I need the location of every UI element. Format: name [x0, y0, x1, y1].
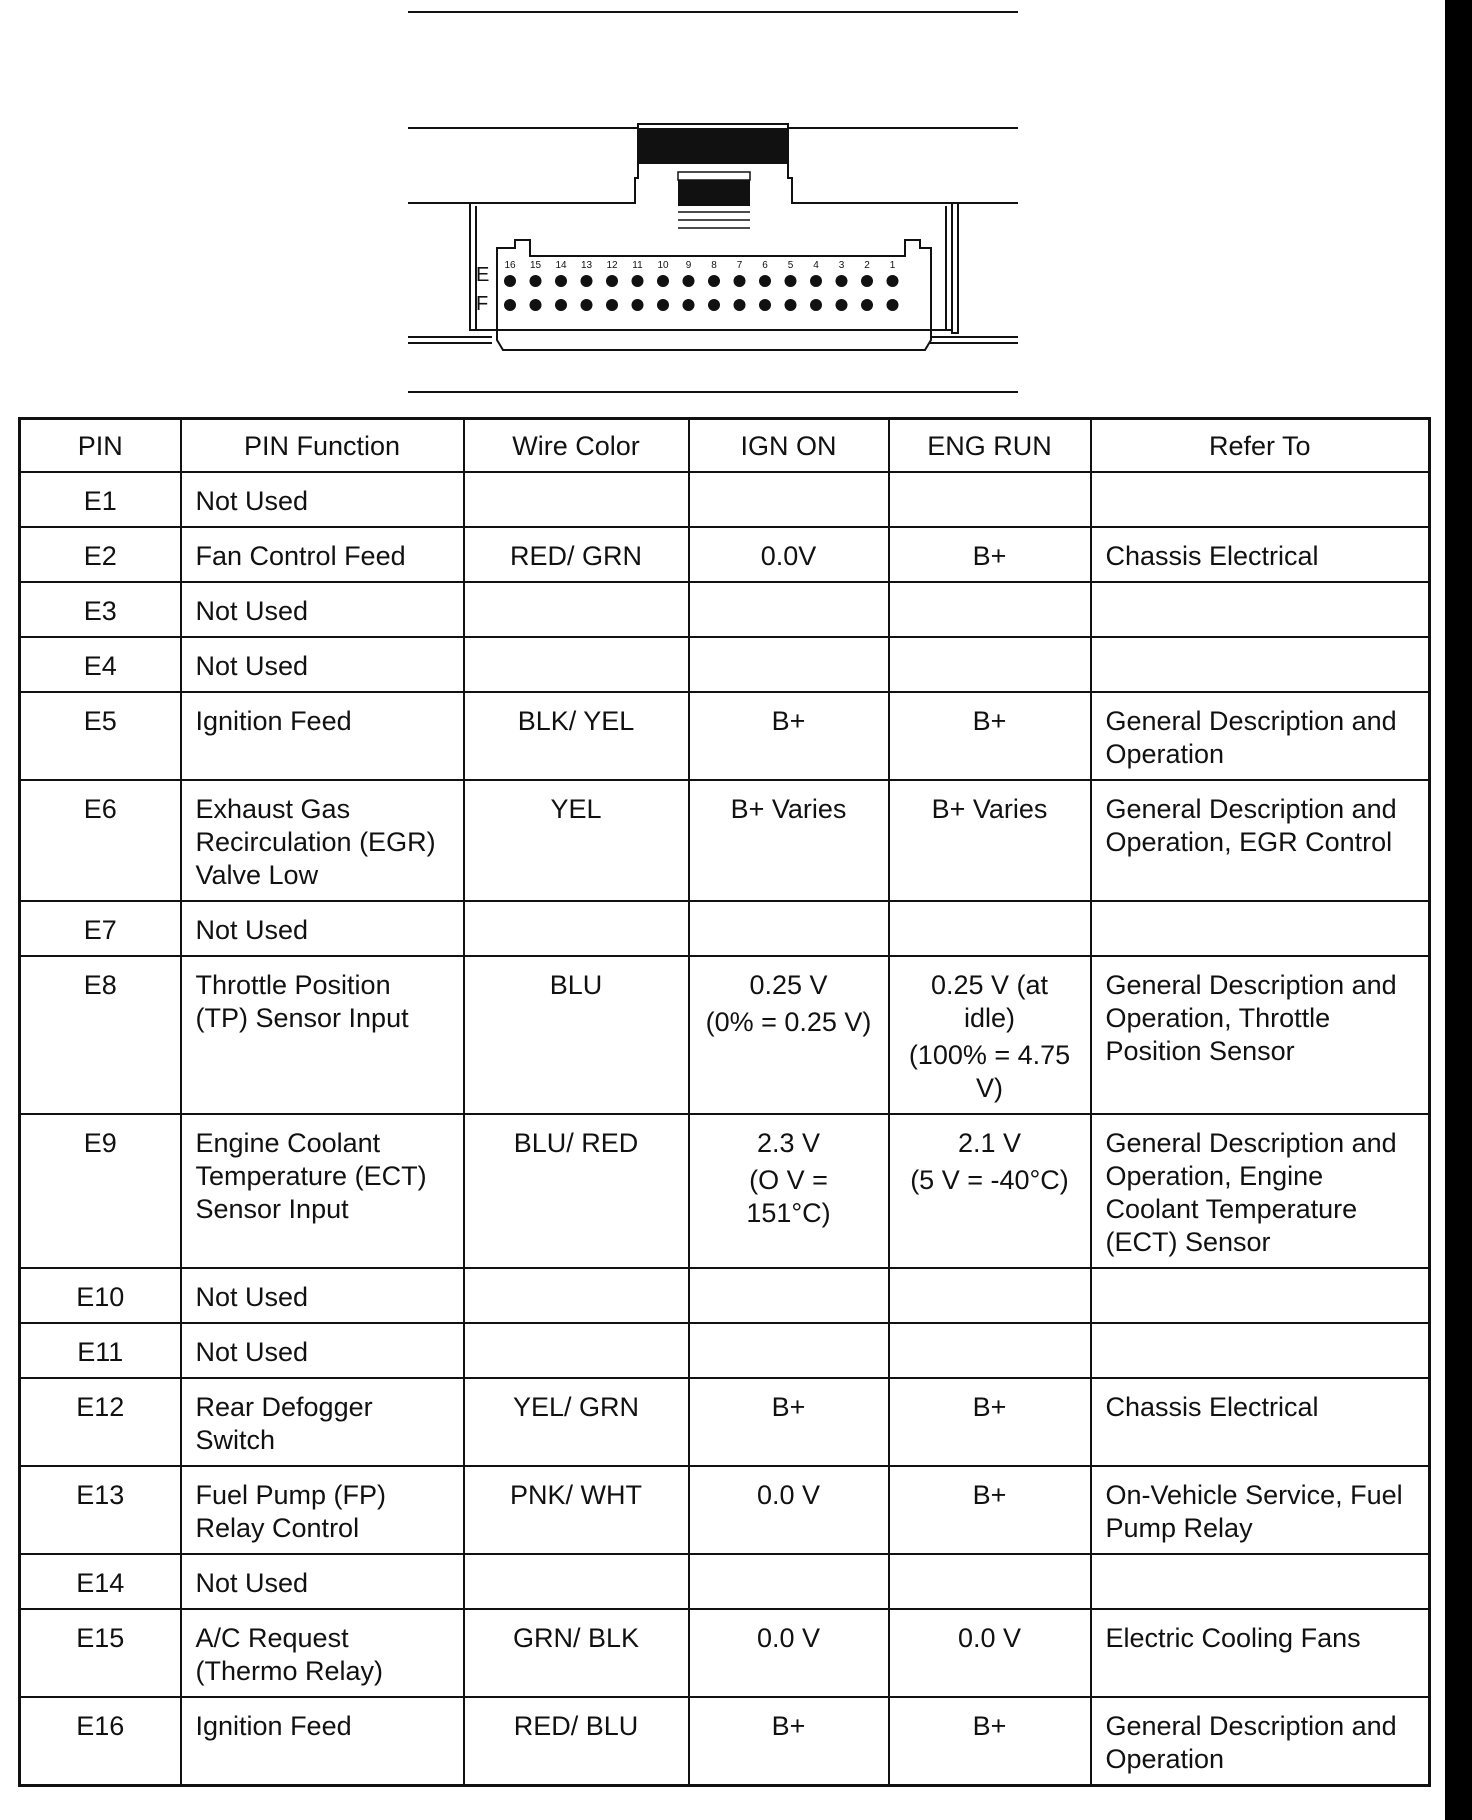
function-cell — [181, 1609, 464, 1697]
pin-cell — [20, 1609, 181, 1697]
pin-f-dot — [606, 299, 618, 311]
pin-number-label: 8 — [711, 260, 717, 271]
header-refer-to: Refer To — [1091, 419, 1430, 473]
pin-f-dot — [530, 299, 542, 311]
wire-color-cell — [464, 1554, 689, 1609]
refer-to-cell — [1091, 527, 1430, 582]
pin-cell-value: E12 — [76, 1392, 125, 1422]
wire-color-cell-value: BLU — [549, 970, 603, 1000]
pin-f-dot — [887, 299, 899, 311]
ign-on-cell — [689, 637, 889, 692]
pin-cell-value: E7 — [83, 915, 117, 945]
pin-f-dot — [504, 299, 516, 311]
wire-color-cell — [464, 1697, 689, 1786]
row-label-e: E — [476, 264, 490, 286]
refer-to-cell-value: General Description and Operation — [1105, 706, 1397, 769]
ign-on-cell — [689, 692, 889, 780]
wire-color-cell-value: RED/ GRN — [509, 541, 642, 571]
wire-color-cell — [464, 637, 689, 692]
pin-cell-value: E9 — [83, 1128, 117, 1158]
wire-color-cell — [464, 1609, 689, 1697]
function-cell — [181, 582, 464, 637]
pin-cell-value: E2 — [83, 541, 117, 571]
function-cell-value: Ignition Feed — [195, 706, 352, 736]
eng-run-cell — [889, 1378, 1091, 1466]
wire-color-cell-value: YEL — [550, 794, 602, 824]
pin-number-label: 6 — [762, 260, 768, 271]
pin-e-dot — [810, 275, 822, 287]
refer-to-cell-value: General Description and Operation, Throttle Position Sensor — [1105, 970, 1397, 1066]
pin-number-label: 2 — [864, 260, 870, 271]
ign-on-cell-note: (O V = 151°C) — [746, 1165, 831, 1228]
ign-on-cell — [689, 582, 889, 637]
refer-to-cell — [1091, 1268, 1430, 1323]
eng-run-cell-value: B+ — [972, 541, 1007, 571]
function-cell — [181, 1554, 464, 1609]
function-cell-value: Not Used — [195, 915, 309, 945]
pin-e-dot — [708, 275, 720, 287]
wire-color-cell — [464, 1268, 689, 1323]
pin-cell-value: E13 — [76, 1480, 125, 1510]
function-cell-value: Not Used — [195, 1568, 309, 1598]
pin-cell — [20, 1323, 181, 1378]
function-cell-value: Rear Defogger Switch — [195, 1392, 373, 1455]
ign-on-cell — [689, 1554, 889, 1609]
table-row — [20, 1323, 1430, 1378]
eng-run-cell-value: B+ Varies — [931, 794, 1048, 824]
refer-to-cell — [1091, 780, 1430, 901]
pin-number-label: 7 — [736, 260, 743, 271]
pin-cell-value: E15 — [76, 1623, 125, 1653]
ign-on-cell-value: 0.25 V — [749, 970, 828, 1000]
pin-table — [18, 417, 1431, 1787]
pin-cell — [20, 1114, 181, 1268]
eng-run-cell — [889, 1268, 1091, 1323]
refer-to-cell — [1091, 1554, 1430, 1609]
pin-cell-value: E10 — [76, 1282, 125, 1312]
pin-f-dot — [810, 299, 822, 311]
pin-cell — [20, 956, 181, 1114]
header-pin: PIN — [20, 419, 181, 473]
pin-number-label: 5 — [787, 260, 794, 271]
function-cell — [181, 637, 464, 692]
function-cell-value: Throttle Position (TP) Sensor Input — [195, 970, 409, 1033]
wire-color-cell — [464, 1378, 689, 1466]
refer-to-cell — [1091, 1323, 1430, 1378]
table-row — [20, 692, 1430, 780]
pin-cell — [20, 1378, 181, 1466]
pin-f-dot — [836, 299, 848, 311]
eng-run-cell-note: (100% = 4.75 V) — [908, 1040, 1071, 1103]
pin-e-dot — [606, 275, 618, 287]
pin-e-dot — [887, 275, 899, 287]
eng-run-cell — [889, 1114, 1091, 1268]
eng-run-cell-note: (5 V = -40°C) — [910, 1165, 1069, 1195]
pin-e-dot — [657, 275, 669, 287]
pin-cell-value: E16 — [76, 1711, 125, 1741]
function-cell — [181, 692, 464, 780]
pin-cell — [20, 692, 181, 780]
table-row — [20, 1466, 1430, 1554]
wire-color-cell-value: GRN/ BLK — [512, 1623, 640, 1653]
table-row — [20, 1697, 1430, 1786]
refer-to-cell-value: On-Vehicle Service, Fuel Pump Relay — [1105, 1480, 1403, 1543]
ign-on-cell-value: 0.0 V — [756, 1623, 821, 1653]
pin-number-label: 15 — [529, 260, 542, 271]
pin-f-dot — [632, 299, 644, 311]
function-cell — [181, 472, 464, 527]
pin-cell — [20, 1466, 181, 1554]
function-cell — [181, 1466, 464, 1554]
function-cell — [181, 901, 464, 956]
eng-run-cell-value: 2.1 V — [957, 1128, 1022, 1158]
pin-f-dot — [785, 299, 797, 311]
eng-run-cell — [889, 1466, 1091, 1554]
ign-on-cell — [689, 956, 889, 1114]
ign-on-cell — [689, 527, 889, 582]
eng-run-cell-value: B+ — [972, 1480, 1007, 1510]
table-row — [20, 1378, 1430, 1466]
header-eng-run: ENG RUN — [889, 419, 1091, 473]
ign-on-cell — [689, 1609, 889, 1697]
ign-on-cell-value: 2.3 V — [756, 1128, 821, 1158]
pin-e-dot — [632, 275, 644, 287]
pin-number-label: 11 — [632, 260, 643, 271]
table-row — [20, 1268, 1430, 1323]
refer-to-cell — [1091, 1114, 1430, 1268]
pin-f-dot — [734, 299, 746, 311]
pin-f-dot — [708, 299, 720, 311]
function-cell-value: Fuel Pump (FP) Relay Control — [195, 1480, 387, 1543]
function-cell-value: Not Used — [195, 486, 309, 516]
ign-on-cell — [689, 901, 889, 956]
eng-run-cell — [889, 901, 1091, 956]
pin-f-dot — [861, 299, 873, 311]
pin-e-dot — [555, 275, 567, 287]
header-pin-function: PIN Function — [181, 419, 464, 473]
ign-on-cell — [689, 1323, 889, 1378]
wire-color-cell-value: BLK/ YEL — [517, 706, 635, 736]
pin-e-dot — [785, 275, 797, 287]
wire-color-cell — [464, 527, 689, 582]
function-cell — [181, 1268, 464, 1323]
eng-run-cell — [889, 472, 1091, 527]
refer-to-cell-value: General Description and Operation, EGR Control — [1105, 794, 1397, 857]
eng-run-cell — [889, 780, 1091, 901]
wire-color-cell-value: PNK/ WHT — [510, 1480, 642, 1510]
refer-to-cell — [1091, 582, 1430, 637]
table-row — [20, 637, 1430, 692]
pin-cell — [20, 527, 181, 582]
table-row — [20, 472, 1430, 527]
function-cell-value: Fan Control Feed — [195, 541, 406, 571]
pin-f-dot — [683, 299, 695, 311]
pin-e-dot — [530, 275, 542, 287]
pin-e-dot — [861, 275, 873, 287]
ign-on-cell-value: B+ — [771, 706, 806, 736]
pin-number-label: 12 — [606, 260, 618, 271]
refer-to-cell-value: Electric Cooling Fans — [1105, 1623, 1361, 1653]
eng-run-cell — [889, 582, 1091, 637]
ign-on-cell-value: 0.0 V — [756, 1480, 821, 1510]
ign-on-cell — [689, 472, 889, 527]
connector-diagram — [400, 0, 1030, 410]
ign-on-cell — [689, 1268, 889, 1323]
pin-e-dot — [581, 275, 593, 287]
table-row — [20, 527, 1430, 582]
table-header-row — [20, 419, 1430, 473]
refer-to-cell — [1091, 1378, 1430, 1466]
eng-run-cell — [889, 1697, 1091, 1786]
ign-on-cell-value: B+ — [771, 1711, 806, 1741]
ign-on-cell-note: (0% = 0.25 V) — [705, 1007, 872, 1037]
pin-f-dot — [759, 299, 771, 311]
table-row — [20, 956, 1430, 1114]
ign-on-cell — [689, 1466, 889, 1554]
pin-cell-value: E3 — [83, 596, 117, 626]
wire-color-cell-value: RED/ BLU — [513, 1711, 639, 1741]
ign-on-cell — [689, 1114, 889, 1268]
pin-number-label: 14 — [555, 260, 567, 271]
eng-run-cell — [889, 527, 1091, 582]
wire-color-cell — [464, 956, 689, 1114]
pin-e-dot — [836, 275, 848, 287]
refer-to-cell — [1091, 1697, 1430, 1786]
pin-number-label: 4 — [813, 260, 819, 271]
pin-cell-value: E4 — [83, 651, 117, 681]
refer-to-cell — [1091, 1609, 1430, 1697]
eng-run-cell — [889, 1323, 1091, 1378]
eng-run-cell-value: B+ — [972, 1392, 1007, 1422]
pin-cell-value: E14 — [76, 1568, 125, 1598]
wire-color-cell — [464, 1114, 689, 1268]
table-row — [20, 1114, 1430, 1268]
pin-cell — [20, 472, 181, 527]
table-row — [20, 901, 1430, 956]
wire-color-cell — [464, 1323, 689, 1378]
eng-run-cell-value: 0.25 V (at idle) — [930, 970, 1049, 1033]
function-cell-value: Engine Coolant Temperature (ECT) Sensor Input — [195, 1128, 427, 1224]
pin-number-label: 13 — [580, 260, 593, 271]
function-cell — [181, 780, 464, 901]
eng-run-cell — [889, 956, 1091, 1114]
function-cell-value: Not Used — [195, 1337, 309, 1367]
header-ign-on: IGN ON — [689, 419, 889, 473]
ign-on-cell-value: B+ — [771, 1392, 806, 1422]
pin-e-dot — [759, 275, 771, 287]
pin-cell — [20, 637, 181, 692]
eng-run-cell — [889, 637, 1091, 692]
table-row — [20, 1554, 1430, 1609]
function-cell-value: A/C Request (Thermo Relay) — [195, 1623, 384, 1686]
pin-cell-value: E8 — [83, 970, 117, 1000]
pin-f-dot — [581, 299, 593, 311]
pin-number-label: 10 — [657, 260, 669, 271]
function-cell-value: Not Used — [195, 651, 309, 681]
eng-run-cell-value: 0.0 V — [957, 1623, 1022, 1653]
page-edge-bar — [1445, 0, 1472, 1820]
function-cell — [181, 1697, 464, 1786]
function-cell — [181, 1114, 464, 1268]
pin-e-dot — [504, 275, 516, 287]
pin-f-dot — [555, 299, 567, 311]
pin-cell — [20, 780, 181, 901]
wire-color-cell — [464, 1466, 689, 1554]
wire-color-cell — [464, 692, 689, 780]
function-cell-value: Ignition Feed — [195, 1711, 352, 1741]
wire-color-cell-value: BLU/ RED — [513, 1128, 639, 1158]
refer-to-cell — [1091, 901, 1430, 956]
pin-number-label: 1 — [889, 260, 896, 271]
ign-on-cell-value: B+ Varies — [730, 794, 847, 824]
pin-cell — [20, 1554, 181, 1609]
pin-cell — [20, 1697, 181, 1786]
pin-cell-value: E6 — [83, 794, 117, 824]
function-cell — [181, 527, 464, 582]
pin-f-dot — [657, 299, 669, 311]
header-wire-color: Wire Color — [464, 419, 689, 473]
pin-cell — [20, 1268, 181, 1323]
ign-on-cell — [689, 1378, 889, 1466]
wire-color-cell — [464, 901, 689, 956]
ign-on-cell — [689, 1697, 889, 1786]
refer-to-cell — [1091, 472, 1430, 527]
function-cell-value: Not Used — [195, 596, 309, 626]
pin-cell-value: E1 — [83, 486, 117, 516]
refer-to-cell — [1091, 637, 1430, 692]
function-cell-value: Exhaust Gas Recirculation (EGR) Valve Low — [195, 794, 436, 890]
table-row — [20, 1609, 1430, 1697]
row-label-f: F — [476, 293, 489, 315]
pin-number-label: 16 — [504, 260, 516, 271]
function-cell — [181, 1378, 464, 1466]
refer-to-cell — [1091, 1466, 1430, 1554]
eng-run-cell — [889, 1609, 1091, 1697]
pin-cell-value: E5 — [83, 706, 117, 736]
refer-to-cell-value: Chassis Electrical — [1105, 1392, 1319, 1422]
ign-on-cell — [689, 780, 889, 901]
table-row — [20, 582, 1430, 637]
table-row — [20, 780, 1430, 901]
pin-e-dot — [683, 275, 695, 287]
function-cell — [181, 1323, 464, 1378]
refer-to-cell-value: General Description and Operation, Engine Coolant Temperature (ECT) Sensor — [1105, 1128, 1397, 1257]
wire-color-cell — [464, 780, 689, 901]
eng-run-cell-value: B+ — [972, 706, 1007, 736]
function-cell — [181, 956, 464, 1114]
pin-cell-value: E11 — [77, 1337, 124, 1367]
ign-on-cell-value: 0.0V — [760, 541, 817, 571]
pin-cell — [20, 901, 181, 956]
pin-number-label: 3 — [838, 260, 845, 271]
eng-run-cell-value: B+ — [972, 1711, 1007, 1741]
refer-to-cell — [1091, 692, 1430, 780]
wire-color-cell-value: YEL/ GRN — [512, 1392, 640, 1422]
refer-to-cell-value: General Description and Operation — [1105, 1711, 1397, 1774]
eng-run-cell — [889, 692, 1091, 780]
eng-run-cell — [889, 1554, 1091, 1609]
pin-cell — [20, 582, 181, 637]
refer-to-cell — [1091, 956, 1430, 1114]
refer-to-cell-value: Chassis Electrical — [1105, 541, 1319, 571]
wire-color-cell — [464, 582, 689, 637]
wire-color-cell — [464, 472, 689, 527]
pin-number-label: 9 — [685, 260, 692, 271]
pin-e-dot — [734, 275, 746, 287]
function-cell-value: Not Used — [195, 1282, 309, 1312]
